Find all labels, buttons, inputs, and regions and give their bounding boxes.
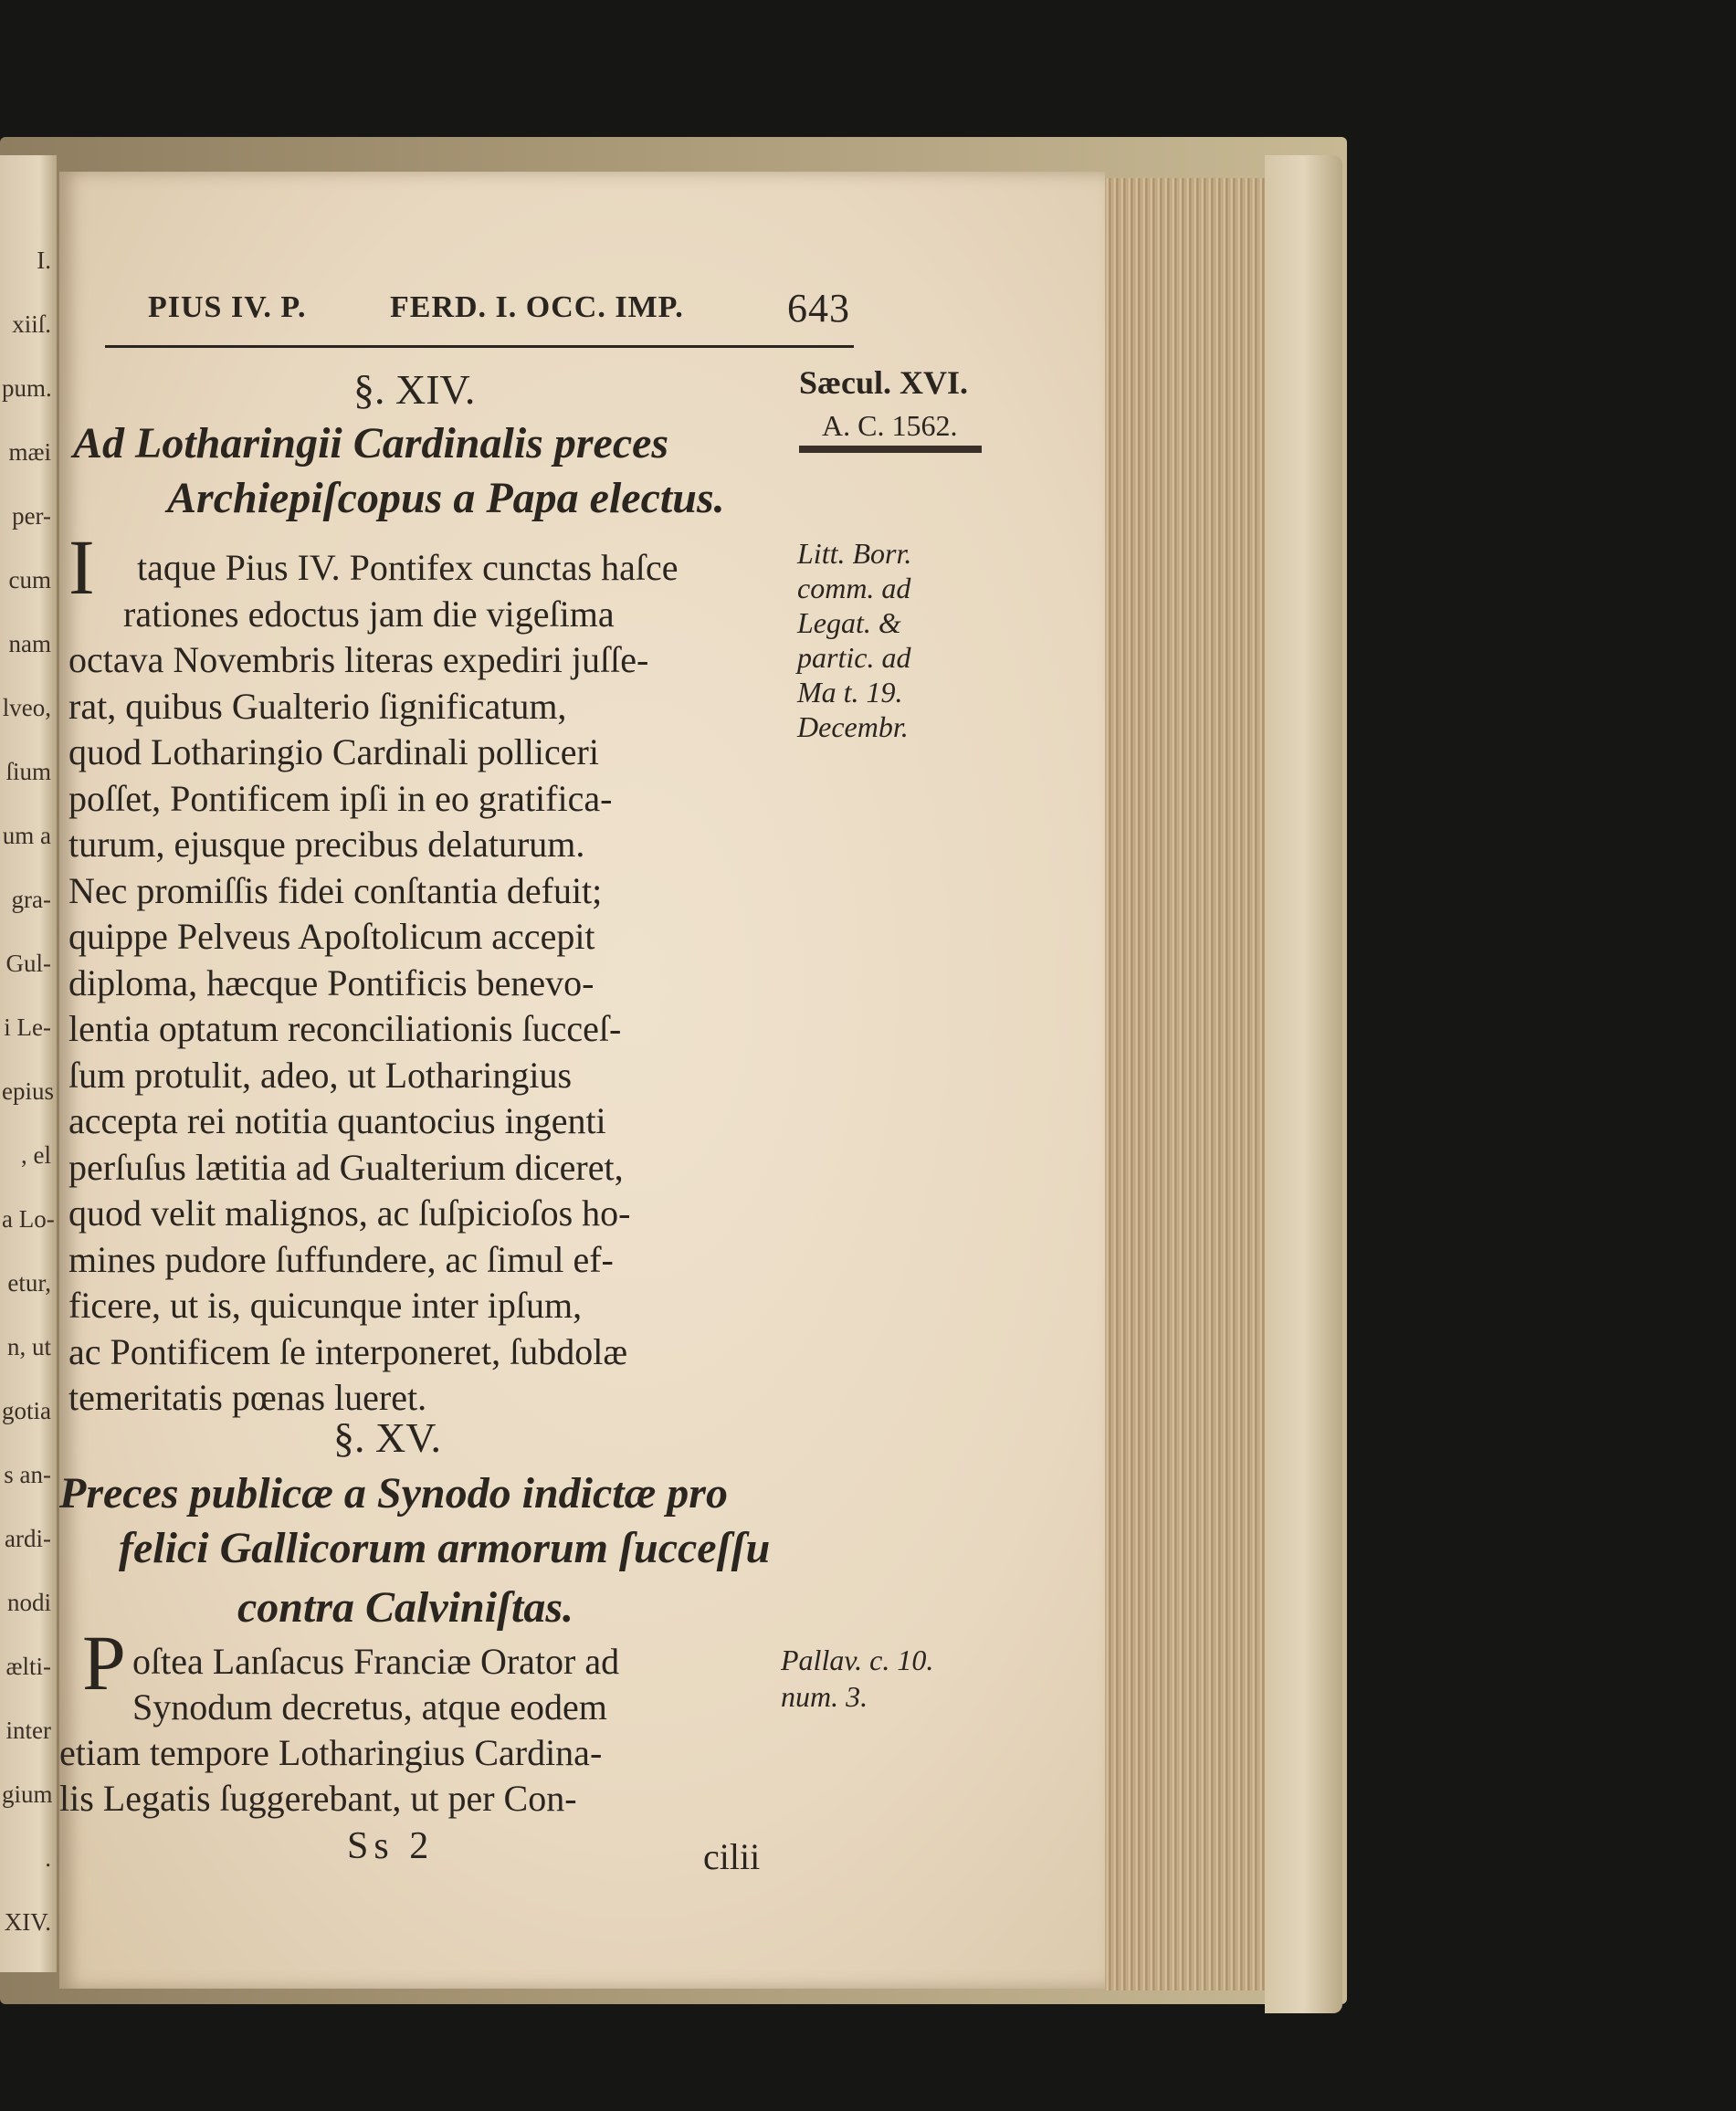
left-page-fragment: a Lo- — [2, 1205, 55, 1233]
left-page-fragment: n, ut — [6, 1333, 51, 1360]
book-page — [59, 172, 1105, 1989]
running-head — [148, 286, 860, 336]
page-edges — [1105, 178, 1270, 1990]
left-page-fragment: etur, — [7, 1269, 51, 1297]
section-14-body-line: octava Novembris literas expediri juſſe- — [68, 639, 649, 680]
left-page-fragment: per- — [12, 502, 51, 530]
section-14-number: §. XIV. — [353, 366, 476, 413]
section-14-body-line: lentia optatum reconciliationis ſucceſ- — [68, 1008, 622, 1049]
section-15-heading-line1: Preces publicæ a Synodo indictæ pro — [59, 1469, 728, 1518]
section-15-heading-line2: felici Gallicorum armorum ſucceſſu — [119, 1524, 771, 1572]
section-14-body-line: rat, quibus Gualterio ſignificatum, — [68, 685, 567, 727]
section-14-body-line: quippe Pelveus Apoſtolicum accepit — [68, 916, 595, 957]
section-14-body-line: mines pudore ſuffundere, ac ſimul ef- — [68, 1238, 614, 1280]
left-page-fragment: lveo, — [2, 694, 51, 721]
section-14-margin-note-line: partic. ad — [797, 641, 911, 674]
section-14-body-line: temeritatis pœnas lueret. — [68, 1377, 427, 1418]
left-page-fragment: gotia — [2, 1397, 51, 1424]
left-page-fragment: mæi — [8, 438, 51, 466]
left-page-fragment: ſium — [5, 758, 51, 785]
cover-board-edge — [1265, 155, 1342, 2013]
signature-mark: Ss 2 — [347, 1825, 435, 1867]
left-page-fragment: gra- — [11, 886, 51, 913]
left-page-fragment: xiiſ. — [12, 310, 51, 338]
left-page-fragment: gium — [2, 1780, 53, 1808]
margin-year: A. C. 1562. — [822, 409, 958, 442]
section-15-number: §. XV. — [333, 1414, 442, 1461]
section-14-body-line: ac Pontificem ſe interponeret, ſubdolæ — [68, 1330, 628, 1372]
left-page-fragment: XIV. — [4, 1908, 51, 1936]
section-14-margin-note-line: Legat. & — [797, 606, 901, 639]
left-page-fragment: . — [45, 1844, 51, 1872]
running-head-left: PIUS IV. P. — [148, 290, 307, 324]
section-15-body-line: oſtea Lanſacus Franciæ Orator ad — [132, 1641, 620, 1682]
section-15-heading-line3: contra Calviniſtas. — [237, 1583, 574, 1632]
left-page-fragment: s an- — [4, 1461, 51, 1488]
section-14-body-line: ſum protulit, adeo, ut Lotharingius — [68, 1054, 573, 1096]
left-page-fragment: i Le- — [4, 1013, 51, 1041]
margin-rule — [799, 446, 982, 453]
section-15-body-line: etiam tempore Lotharingius Cardina- — [59, 1732, 603, 1773]
left-page-fragment: nam — [8, 630, 51, 657]
section-14-body-line: rationes edoctus jam die vigeſima — [123, 593, 615, 635]
section-15-drop-cap: P — [82, 1619, 126, 1707]
section-15-margin-note-line: num. 3. — [781, 1680, 868, 1713]
section-14-body-line: quod velit malignos, ac ſuſpicioſos ho- — [68, 1192, 631, 1234]
left-page-fragment: Gul- — [5, 950, 51, 977]
page-number: 643 — [787, 286, 850, 331]
section-14-body-line: ficere, ut is, quicunque inter ipſum, — [68, 1285, 583, 1326]
section-14-body-line: taque Pius IV. Pontifex cunctas haſce — [137, 547, 679, 588]
section-14-body-line: Nec promiſſis fidei conſtantia defuit; — [68, 869, 603, 911]
left-page-fragment: , el — [21, 1141, 51, 1169]
section-14-body-line: accepta rei notitia quantocius ingenti — [68, 1100, 606, 1141]
section-15-body-line: Synodum decretus, atque eodem — [132, 1686, 607, 1728]
left-page-fragment: cum — [8, 566, 51, 593]
section-14-drop-cap: I — [68, 523, 95, 611]
section-14-margin-note-line: Litt. Borr. — [797, 537, 912, 570]
header-rule — [105, 345, 854, 348]
section-14-body-line: turum, ejusque precibus delaturum. — [68, 824, 585, 865]
section-14-heading-line1: Ad Lotharingii Cardinalis preces — [73, 419, 669, 467]
left-page-fragment: um a — [2, 822, 51, 849]
section-14-margin-note-line: comm. ad — [797, 572, 911, 604]
section-14-body-line: perſuſus lætitia ad Gualterium diceret, — [68, 1146, 624, 1188]
left-page-fragment: inter — [5, 1717, 51, 1744]
left-page-fragment: ardi- — [5, 1525, 51, 1552]
left-page-fragment: pum. — [2, 374, 52, 402]
section-14-margin-note-line: Ma t. 19. — [797, 676, 903, 709]
section-14-margin-note-line: Decembr. — [797, 710, 909, 743]
running-head-center: FERD. I. OCC. IMP. — [390, 290, 684, 324]
left-page-fragment: I. — [37, 247, 51, 274]
section-15-body-line: lis Legatis ſuggerebant, ut per Con- — [59, 1778, 577, 1819]
left-page-fragment: nodi — [6, 1589, 51, 1616]
margin-century: Sæcul. XVI. — [799, 364, 969, 401]
section-14-body-line: poſſet, Pontificem ipſi in eo gratifica- — [68, 777, 613, 819]
section-15-margin-note-line: Pallav. c. 10. — [781, 1644, 934, 1676]
section-14-body-line: diploma, hæcque Pontificis benevo- — [68, 961, 594, 1003]
section-14-body-line: quod Lotharingio Cardinali polliceri — [68, 731, 599, 772]
catchword: cilii — [703, 1836, 761, 1877]
section-14-heading-line2: Archiepiſcopus a Papa electus. — [167, 474, 725, 522]
left-facing-page — [0, 155, 57, 1972]
left-page-fragment: epius — [2, 1077, 54, 1105]
left-page-fragment: ælti- — [5, 1653, 51, 1680]
